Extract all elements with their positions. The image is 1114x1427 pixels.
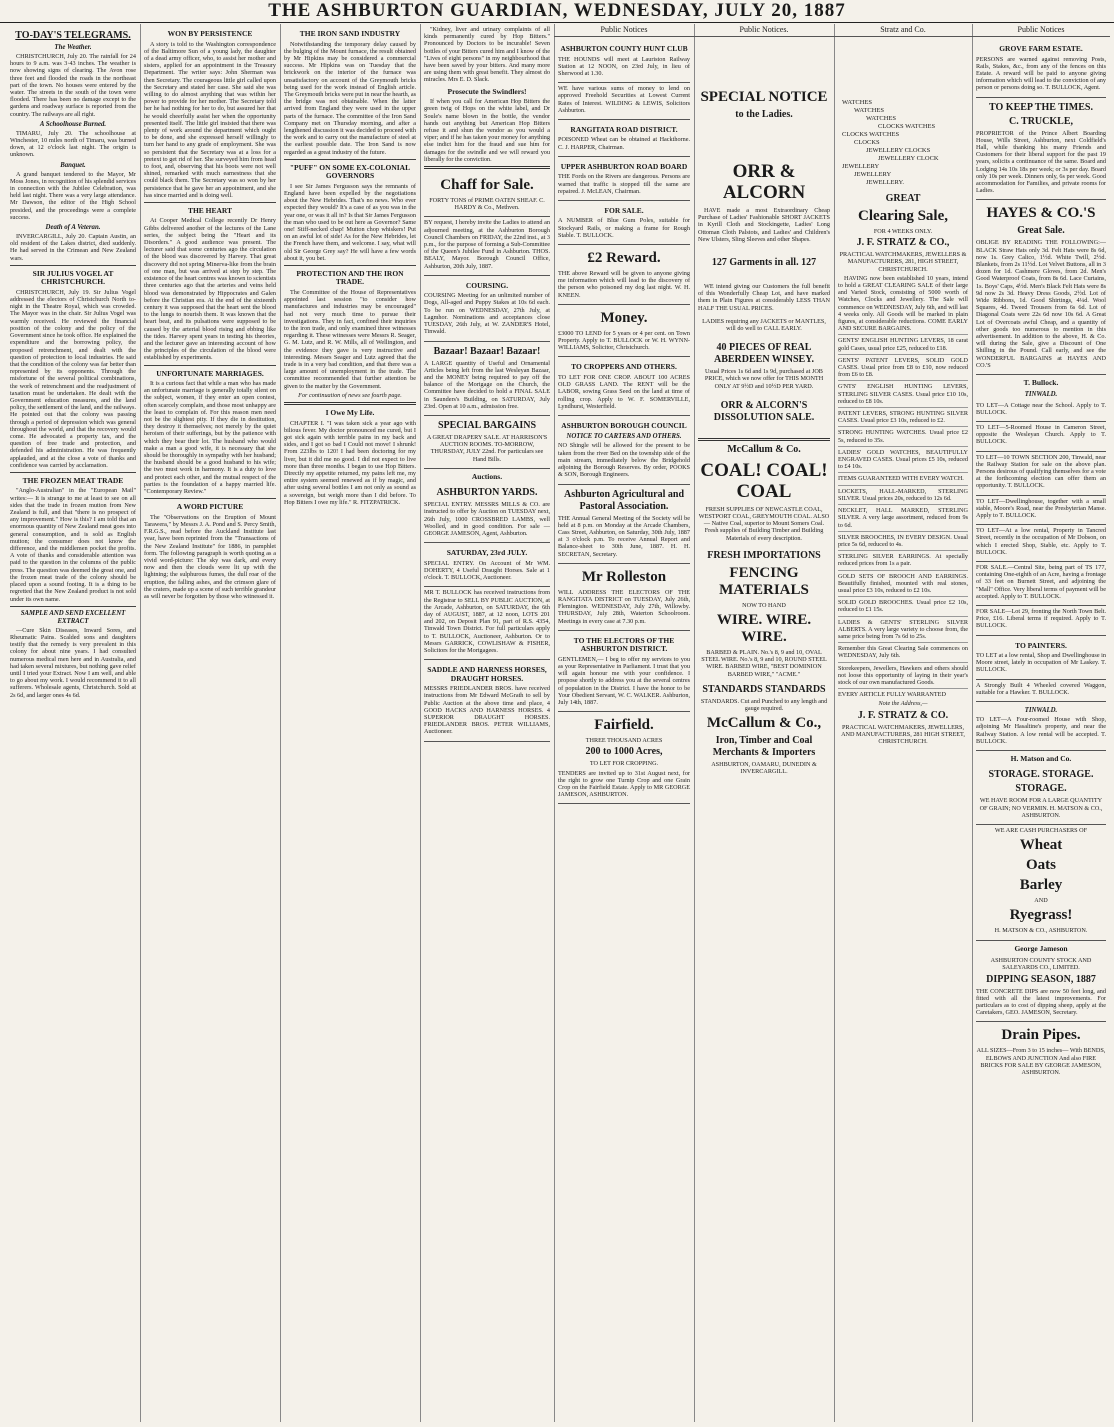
column-public-notices-5 [554,24,695,1422]
stratz-name-2: J. F. STRATZ & CO. [857,709,949,721]
divider [144,365,276,366]
walker-title: TO THE ELECTORS OF THE ASHBURTON DISTRICT. [573,635,675,654]
ad-borough-council [558,416,690,485]
article-heart: At Cooper Medical College recently Dr Henry Gibbs delivered another of the lectures of the Lane series, the subject being the "Heart and its Disorders." A good audience was present. The lecturer said that some centuries ago the circulation of the blood was discovered by Harvey. That great discovery did not spring Minerva-like from the brain of one man, but was arrived at step by step. The existence of the heart centres was known to scientists three centuries ago that the arteries and veins held blood was demonstrated by Hippocrates and Galen before the Christian era. At the end of the sixteenth century it was supposed that the heart sent the blood to the lungs to nourish them. It was known that the heart beat, and its pulsations were supposed to be caused by the arterial blood rising and ebbing like the tides. Harvey spent years in testing his theories, and the lecturer gave an interesting account of how the principles of the circulation of the blood were established by experiments. [144,217,276,362]
bullock-auction-body: MR T. BULLOCK has received instructions from the Registrar to SELL BY PUBLIC AUCTION, at the Arcade, Ashburton, on SATURDAY, the 6th day of AUGUST, 1887, at 12 noon, LOTS 201 and 202, on Deposit Plan 91, part of R.S. 4354, Tinwald Town District. For full particulars apply to T. BULLOCK, Auctioneer, Ashburton. Or to Messrs GARRICK, COWLISHAW & FISHER, Solicitors for the Mortgagees. [424,589,550,654]
stratz-item: GENTS' PATENT LEVERS, SOLID GOLD CASES. Usual price from £8 to £10, now reduced from £6 to £8. [838,354,968,379]
heading-schoolhouse: A Schoolhouse Burned. [39,120,107,128]
money-lend-body: WE have various sums of money to lend on approved Freehold Securities at Lowest Current Rates of Interest. WILDING & LEWIS, Solicitors Ashburton. [558,85,690,114]
let-8: TO LET—A Four-roomed House with Shop, adjoining Mr Hasaltine's property, and near the Railway Station. A low rental will be accepted. T. BULLOCK. [976,716,1106,745]
ad-agricultural [558,485,690,564]
fencing-materials: FENCING MATERIALS [719,564,809,598]
great-title: GREAT [885,193,921,204]
stratz-intro: HAVING now been established 10 years, intend to hold a GREAT CLEARING SALE of their large and Varied Stock, consisting of 5000 worth of Watches, Clocks and Jewellery. The Sale will commence on WEDNESDAY, July 6th, and will last 4 weeks only. All Goods will be marked in plain figures, at considerable reductions. COME EARLY AND SECURE BARGAINS. [838,274,968,333]
fresh-importations: FRESH IMPORTATIONS [707,549,821,561]
yards-body: SPECIAL ENTRY. MESSRS MILLS & CO. are instructed to offer by Auction on TUESDAY next, 26th July, 1000 CROSSBRED LAMBS, well Woolled, and in good condition. For sale — GEORGE JAMESON, Agent, Ashburton. [424,501,550,538]
coursing-title: COURSING. [465,280,509,290]
saddle-body: MESSRS FRIEDLANDER BROS. have received instructions from Mr Edward McGrath to sell by Public Auction at the above time and place, 4 GOOD HACKS AND HARNESS HORSES. 4 SUPERIOR DRAUGHT HORSES. FRIEDLANDER BROS. PETER WILLIAMS, Auctioneer. [424,685,550,736]
mccallum-name: McCallum & Co., [706,715,822,732]
let-1: TO LET—A Cottage near the School. Apply to T. BULLOCK. [976,401,1106,416]
ad-grove-farm [976,39,1106,98]
ad-waggon [976,680,1106,702]
tinwald-title: TINWALD. [1024,390,1058,398]
heading-unfortunate-marriages: UNFORTUNATE MARRIAGES. [156,368,264,378]
hunt-body: THE HOUNDS will meet at Lauriston Railway Station at 12 NOON, on 23rd July, in lieu of Sherwood at 1.30. [558,55,690,77]
ad-storage [976,765,1106,825]
saddle-title: SADDLE AND HARNESS HORSES, DRAUGHT HORSES. [427,665,547,683]
column-adverts-4 [420,24,555,1422]
croppers-title: TO CROPPERS AND OTHERS. [571,362,677,372]
article-vogel: CHRISTCHURCH, July 19. Sir Julius Vogel addressed the electors of Christchurch North to-night in the Theatre Royal, which was crowded. The Mayor was in the chair. Sir Julius Vogel was warmly received. He reviewed the financial position of the colony and the policy of the Government since he took office. He explained the expenditure and the borrowing policy, the proposed retrenchment, and dealt with the question of protection to local industries. He said that the condition of the colony was far better than represented by its opponents. Through the misfortune of the several political combinations, the work of retrenchment and the readjustment of taxation must be undertaken. He dealt with the Government education measures, and the land policy, the settlement of the land, and the railways. He pointed out that the colony was passing through a period of depression which was general throughout the world, and that the recovery would come. He advocated a property tax, and the question of free trade and protection, and defended his administration. He was frequently applauded, and at the close a vote of thanks and confidence was carried by acclamation. [10,288,136,469]
stratz-item: Storekeepers, Jewellers, Hawkers and others should not loose this opportunity of laying in their year's stock of our own manufactured Goods. [838,662,968,687]
ad-fairfield [558,712,690,804]
heading-won-by-persistence: WON BY PERSISTENCE [167,29,253,38]
grove-body: PERSONS are warned against removing Posts, Rails, Stakes, &c., from any of the fences on this Estate. A reward will be paid to anyone giving information which will lead to the conviction of any person or persons doing so. T. BULLOCK, Agent. [976,55,1106,92]
stratz-item: GENTS' ENGLISH HUNTING LEVERS, 18 carat gold Cases, usual price £25, reduced to £18. [838,334,968,351]
stratz-item: LOCKETS, HALL-MARKED, STERLING SILVER. Usual prices 20s, reduced to 12s 6d. [838,485,968,502]
article-weather: CHRISTCHURCH, July 20. The rainfall for 24 hours to 9 a.m. was 3·43 inches. The weather is now showing signs of clearing. The Avon rose three feet and flooded the roads in the northeast part of the town. No houses were entered by the water. The streets in the south of the town were flooded. There has been no damage except to the gardens and roadway surface is reported from the country. The railways are all right. [10,53,136,118]
grove-title: GROVE FARM ESTATE. [999,44,1083,53]
ad-hayes [976,200,1106,375]
rangitata-body: POISONED Wheat can be obtained at Hackthorne. C. J. HARPER, Chairman. [558,136,690,151]
ad-money [558,305,690,358]
watches-line: JEWELLERY CLOCK [878,155,939,162]
divider [424,166,550,169]
ladies-meeting-body: BY request, I hereby invite the Ladies to attend an adjourned meeting, at the Ashburton Borough Council Chambers on FRIDAY, the 22nd inst., at 3 p.m., for the purpose of forming a Sub-Committee of the Queen's Jubilee Fund in Ashburton. THOS. BEALY, Mayor. Borough Council Office, Ashburton, 20th July, 1887. [424,219,550,270]
truckle-body: PROPRIETOR of the Prince Albert Boarding House, Wills Street, Ashburton, next Coldfield's Hall, while thanking his many Friends and Customers for their liberal support for the past 19 years, solicits a continuance of the same. Board and Lodging 14s 10s 18s per week; or 3s per day. Board only 10s per week. Dinners only, 6s per week. Good accommodation for Families, and private rooms for Ladies. [976,129,1106,195]
article-protection: The Committee of the House of Representatives appointed last session "to consider how manufactures and industries may be encouraged" had not very much time to pursue their investigations. They in fact, confined their inquiries to the iron trade, and only examined three witnesses regarding it. These witnesses were Messrs R. Seager, G. M. Lutz, and R. W. Mills, all of Wellington, and the evidence they gave is very instructive and interesting. Messrs Seager and Lutz agreed that the trade is in a very bad condition, and that there was a large amount of unemployment in the trade. The committee recommended that further attention be given to the matter by the Government. [284,288,416,390]
rolleston-body: WILL ADDRESS THE ELECTORS OF THE RANGITATA DISTRICT on TUESDAY, July 26th, Flemington. WEDNESDAY, July 27th, Willowby. THURSDAY, July 28th, Waterton Schoolroom. Meetings in every case at 7.30 p.m. [558,588,690,625]
stratz-items [838,334,968,698]
council-subtitle: NOTICE TO CARTERS AND OTHERS. [566,433,682,441]
stratz-item: LADIES' GOLD WATCHES, BEAUTIFULLY ENGRAVED CASES. Usual prices £5 10s, reduced to £4 10s. [838,446,968,471]
ad-let-6 [976,562,1106,606]
column-public-notices-8 [972,24,1110,1422]
column-header: Public Notices. [694,24,834,37]
bullock-title: T. Bullock. [1023,378,1059,387]
heading-veteran: Death of A Veteran. [45,224,101,232]
fairfield-title: Fairfield. [594,717,654,734]
ad-coursing [424,276,550,342]
article-veteran: INVERCARGILL, July 20. Captain Austin, an old resident of the Lakes district, died suddenly. He had served in the Crimean and New Zealand wars. [10,233,136,262]
article-schoolhouse: TIMARU, July 20. The schoolhouse at Winchester, 10 miles north of Timaru, was burned down, at 12 o'clock last night. The origin is unknown. [10,129,136,159]
stratz-address: PRACTICAL WATCHMAKERS, JEWELLERS & MANUFACTURERS, 281, HIGH STREET, CHRISTCHURCH. [839,251,967,273]
council-body: NO Shingle will be allowed for the present to be taken from the river Bed on the township side of the main stream, immediately below the Bridgehold adjoining the Borough Reserves. By order, POOKS & SON, Borough Engineers. [558,442,690,479]
for-sale-title: FOR SALE. [604,205,644,215]
wire-title: WIRE. WIRE. WIRE. [716,612,812,646]
hayes-body: OBLIGE BY READING THE FOLLOWING:— BLACK Straw Hats only 3d. Felt Hats were 8s 6d, now 1s. Grey Calico, 1½d. White Twill, 2½d. Blankets, from 2s 11½d. Lot Velvet Buttons, all in 3 dozen for 1d. Cashmere Gloves, from 2d. Men's Good Waterproof Coats, from 8s 6d. Lace Curtains, 1s. Boys' Caps, 4½d. Men's Black Felt Hats were 8s 9d now 2s 3d. Heavy Dress Goods, 2½d. Lot of Wide Ribbons, 1d. Good Shirtings, 4¼d. Wool Squares, 4d. Tweed Trousers from 6s 6d. Lot of Diagonal Coats were 22s 6d now 10s 6d. A Great Lot of Overcoats awful Cheap, and a quantity of other goods too numerous to mention in this advertisement. In addition to the above, H. & Co. will during the Sale, give a Discount of One Shilling in the Pound. Call early, and see the WONDERFUL BARGAINS at HAYES AND CO.'S [976,239,1106,369]
walker-body: GENTLEMEN,— I beg to offer my services to you as your Representative in Parliament. I trust that you will again honour me with your confidence. I propose shortly to address you at the several centres of population in the District. I have the honor to be Your Obedient Servant, W. C. WALKER. Ashburton, July 14th, 1887. [558,655,690,706]
saturday-title: SATURDAY, 23rd JULY. [446,548,528,558]
section-title-telegrams: TO-DAY'S TELEGRAMS. [15,30,131,41]
storage-title: STORAGE. STORAGE. [988,769,1094,781]
ad-dipping [976,955,1106,1022]
let-2: TO LET—5-Roomed House in Cameron Street, opposite the Wesleyan Church. Apply to T. BULLOCK. [976,423,1106,446]
oats: Oats [1026,857,1056,874]
ad-let-3 [976,452,1106,496]
watches-line: JEWELLERY CLOCKS [866,147,931,154]
watches-line: WATCHES [842,99,872,106]
ad-bazaar [424,342,550,416]
tinwald-title-2: TINWALD. [1024,707,1058,715]
stratz-item: GOLD SETS OF BROOCH AND EARRINGS. Beautifully finished, mounted with real stones, usual price £3 10s, reduced to £2 10s. [838,570,968,595]
winsey-title: 40 PIECES OF REAL ABERDEEN WINSEY. [713,342,815,366]
special-bargains-body: A GREAT DRAPERY SALE. AT HARRISON'S AUCTION ROOMS. TO-MORROW, THURSDAY, JULY 22nd. For particulars see Hand Bills. [426,433,548,463]
divider [284,265,416,266]
note-address: Note the Address,— [878,700,928,708]
chaff-title: Chaff for Sale. [440,176,534,193]
ad-saturday-sale [424,543,550,587]
money-title: Money. [600,309,648,326]
heading-swindlers: Prosecute the Swindlers! [447,86,527,96]
ryegrass: Ryegrass! [1009,907,1073,924]
garments-count: 127 Garments in all. 127 [711,257,817,269]
coursing-body: COURSING Meeting for an unlimited number of Dogs, All-aged and Puppy Stakes at 10s 6d each. To be run on WEDNESDAY, 27th July, at Lagmhor. Nominations and acceptances close TUESDAY, 26th July, at W. ZANDER'S Hotel, Tinwald. [424,292,550,336]
ad-rangitata [558,120,690,157]
divider [10,265,136,266]
masthead: THE ASHBURTON GUARDIAN, WEDNESDAY, JULY 20, 1887 [0,0,1114,23]
let-3: TO LET—10 TOWN SECTION 200, Tinwald, near the Railway Station for sale on the above plan. Persons desirous of qualifying themselves for a vote at the forthcoming election can offer them an opportunity. T. BULLOCK. [976,453,1106,490]
watches-line: CLOCKS [854,139,880,146]
truckle-name: C. TRUCKLE, [1009,115,1073,127]
column-header: Public Notices [972,24,1110,37]
heading-weather: The Weather. [54,44,92,51]
let-5: TO LET—At a low rental, Property in Tancred Street, recently in the occupation of Mr Dobson, on which I erected Shop, Stable, etc. Apply to T. BULLOCK. [976,527,1106,556]
standards-title: STANDARDS STANDARDS [702,683,826,695]
dipping-title: DIPPING SEASON, 1887 [986,973,1096,985]
stratz-item: ITEMS GUARANTEED WITH EVERY WATCH. [838,472,968,482]
stratz-item: EVERY ARTICLE FULLY WARRANTED [838,688,968,698]
coal-body: FRESH SUPPLIES OF NEWCASTLE COAL, WESTPORT COAL, GREYMOUTH COAL. ALSO— Native Coal, superior to Mount Somers Coal. Fresh supplies of Building Timber and Building Materials of every description. [698,505,830,542]
ad-rolleston [558,564,690,631]
heading-word-picture: A WORD PICTURE [176,502,244,512]
orr-alcorn-body: HAVE made a most Extraordinary Cheap Purchase of Ladies' Fashionable SHORT JACKETS in Kyrill Cloth and Stockingette, Ladies' Long Ottoman Cloth Palstots, and Ladies' and Children's New Ulsters, Sling Sleeves and other Shapes. [698,207,830,243]
heading-frozen-meat: THE FROZEN MEAT TRADE [22,475,124,485]
rolleston-title: Mr Rolleston [581,568,667,585]
watches-line: WATCHES [854,107,884,114]
article-iron-sand: Notwithstanding the temporary delay caused by the bulging of the Mount furnace, the result obtained by Mr Hipkins may be considered a commercial success. Mr Hipkins was on Tuesday that the brickwork on the interior of the furnace was unsatisfactory on account of the Greymouth bricks being used for the work instead of English article. The Greymouth bricks were put in near the hearth, as the bridge was not obtainable. When the latter arrived from England they were used in the upper parts of the furnace. The committee of the Iron Sand Company met on Thursday morning, and after a lengthened discussion it was decided to proceed with the work and to carry out the manufacture of steel at the earliest possible date. The Iron Sand is now regarded as a great industry of the future. [284,40,416,156]
column-orr-alcorn [694,24,835,1422]
ad-truckle [976,98,1106,201]
special-notice-subtitle: to the Ladies. [735,109,793,120]
reward-title: £2 Reward. [587,250,661,267]
ad-special-bargains [424,416,550,469]
cash-purchasers: WE ARE CASH PURCHASERS OF [994,827,1088,835]
yards-title: ASHBURTON YARDS. [436,487,538,499]
article-owe-my-life: CHAPTER I. "I was taken sick a year ago with bilious fever. My doctor pronounced me cured, but I got sick again with terrible pains in my back and sides, and I got so bad I Could not move! I shrunk! From 223lbs to 120! I had been doctoring for my liver, but it did me no good. I did not expect to live more than three months. I began to use Hop Bitters. Directly my appetite returned, my pains left me, my entire system seemed renewed as if by magic, and after using several bottles I am not only as sound as a sovereign, but weigh more than I did before. To Hop Bitters I owe my life." R. FITZPATRICK. [284,419,416,506]
article-won-by-persistence: A story is told to the Washington correspondence of the Baltimore Sun of a young lady, the daughter of a dead army officer, who, to assist her mother and sisters, applied for an appointment in the Treasury Department. The writer says: John Sherman was then Secretary. The courageous little girl called upon the Secretary and stated her case. She said she was willing to do almost anything that was within her power to provide for her mother. The Secretary told her he had nothing for her to do, but assured her that he would cheerfully assist her when the opportunity presented itself. The little girl insisted that there was plenty of work around the department which ought to be done, and she expressed herself willingly to turn her hand to any grade of employment. She was so persistent that the Secretary was at a loss for a pretext to get rid of her. She surveyed him from head to foot, and, observing that his boots were not well shined, remarked with much earnestness that she could black them. The Secretary was so won by her persistence that he gave her an appointment, and she has since married and is doing well. [144,40,276,199]
croppers-body: TO LET FOR ONE CROP. ABOUT 100 ACRES OLD GRASS LAND. The RENT will be the LABOR, sowing Grass Seed on the land at time of rolling crop. Apply to W. F. SOMERVILLE, Lyndhurst, Westerfield. [558,373,690,410]
heading-puff: "PUFF" ON SOME EX-COLONIAL GOVERNORS [289,162,411,181]
ad-grain-purchase [976,825,1106,941]
ad-let-1 [976,400,1106,422]
watches-list [838,99,968,187]
clearing-sale-title: Clearing Sale, [858,208,948,224]
article-puff: I see Sir James Fergusson says the remnants of England have been expelled by the negotiations about the New Hebrides. That's no news. Who ever expected they would? It's a case of as you was in the year one, or was it all in? Is that Sir James Fergusson the man who used to be out here as Governor? Same one! Stiff-necked chap! Mutton chop whiskers! Put on an awful lot of side! As for the New Hebrides, let the French have them, and welcome. I say, what will old Sir George Grey say? He will have a few words about it, you bet. [284,182,416,262]
orr-alcorn-body2: WE intend giving our Customers the full benefit of this Wonderfully Cheap Lot, and have marked them in Plain Figures at considerably LESS THAN HALF THE USUAL PRICES. [698,283,830,312]
heading-owe-my-life: I Owe My Life. [325,408,375,418]
continuation-note: For continuation of news see fourth page. [298,391,402,399]
stratz-item: SILVER BROOCHES, IN EVERY DESIGN. Usual price 5s 6d, reduced to 4s. [838,531,968,548]
ad-for-sale [558,201,690,245]
fairfield-line2: 200 to 1000 Acres, [585,746,663,758]
dipping-body: THE CONCRETE DIPS are now 50 feet long, and fitted with all the latest improvements. For particulars as to cost of dipping sheep, apply at the Caretakers, GEO. JAMESON, Secretary. [976,987,1106,1017]
column-stratz [834,24,973,1422]
divider [698,438,830,441]
upper-body: THE Fords on the Rivers are dangerous. Persons are warned that traffic is stopped till the same are repaired. J. McLEAN, Chairman. [558,173,690,195]
ad-chaff [424,172,550,217]
matson-title: H. Matson and Co. [1010,753,1072,763]
hayes-title: HAYES & CO.'S [986,205,1096,222]
wire-body: BARBED & PLAIN. No.'s 8, 9 and 10, OVAL STEEL WIRE. No.'s 8, 9 and 10, ROUND STEEL WIRE. BARBED WIRE, "BEST DOMINION BARBED WIRE," "ACME." [701,649,827,678]
stratz-item: NECKLET, HALL MARKED, STERLING SILVER. A very large assortment, reduced from 9s to 6d. [838,504,968,529]
stratz-item: PATENT LEVERS, STRONG HUNTING SILVER CASES. Usual price £3 10s, reduced to £2. [838,407,968,424]
watches-line: CLOCKS WATCHES [842,131,900,138]
ad-painters [976,636,1106,680]
stratz-item: STRONG HUNTING WATCHES. Usual price £2 5s, reduced to 35s. [838,426,968,443]
painters-body: TO LET at a low rental, Shop and Dwellinghouse in Moore street, lately in occupation of Mr Laskey. T. BULLOCK. [976,652,1106,674]
stratz-item: LADIES & GENTS' STERLING SILVER ALBERTS. A very large variety to choose from, the same price being from 7s 6d to 25s. [838,616,968,641]
saturday-body: SPECIAL ENTRY. On Account of Mr WM. DOHERTY, 4 Useful Draught Horses. Sale at 1 o'clock. T. BULLOCK, Auctioneer. [424,559,550,582]
article-unfortunate-marriages: It is a curious fact that while a man who has made an unfortunate marriage is generally totally silent on the subject, women, if they enter an open contest, often scarcely complain, and those most unhappy are the least to complain of. For this reason men need not be the slightest pity. If they die in destitution, they destroy it themselves; not merely by the quiet heroism of their sufferings, but by the patience with which they bear their lot. The husband who would make a man a good wife, it is necessary that she should be thoroughly in sympathy with her husband; the husband should be a good husband to his wife; the two must work in harmony. It is a duty to love and protect each other, and the mutual respect of the parties is the foundation of a happy married life. "Contemporary Review." [144,380,276,496]
stratz-item: SOLID GOLD BROOCHES. Usual price £2 10s, reduced to £1 15s. [838,596,968,613]
divider [284,402,416,405]
winsey-body: Usual Prices 1s 6d and 1s 9d, purchased at JOB PRICE, which we now offer for THIS MONTH ONLY AT 9½D and 10½D PER YARD. [704,368,824,390]
bazaar-title: Bazaar! Bazaar! Bazaar! [433,345,541,357]
ad-let-7 [976,606,1106,636]
jameson-title: George Jameson [1014,943,1068,953]
ad-reward [558,245,690,305]
painters-title: TO PAINTERS. [1015,640,1067,650]
divider [144,498,276,499]
article-word-picture: The "Observations on the Eruption of Mount Tarawera," by Messrs J. A. Pond and S. Percy Smith, F.R.G.S., read before the Auckland Institute last year, have been reprinted from the "Transactions of the New Zealand Institute" for 1886, in pamphlet form. The following paragraph is worth quoting as a vivid word-picture: The sky was dark, and every now and then the clouds were lit up with the lightning; the sulphurous fumes, the dull roar of the eruption, the falling ashes, and the crimson glare of the craters, made up a scene of such terrible grandeur as will never be forgotten by those who witnessed it. [144,513,276,601]
dissolution-sale: ORR & ALCORN'S DISSOLUTION SALE. [713,399,815,423]
ad-bullock-auction [424,587,550,660]
heading-heart: THE HEART [187,205,233,215]
hop-bitters-testimonial: "Kidney, liver and urinary complaints of all kinds permanently cured by Hop Bitters." Pronounced by Doctors to be incurable! Seven bottles of your Bitters cured him and I know of the "Lives of eight persons" in my neighbourhood that have been saved by your bitters. And many more are using them with great benefit. They almost do miracles. Mrs E. D. Slack. [424,26,550,84]
divider [144,202,276,203]
reward-body: THE above Reward will be given to anyone giving me information which will lead to the discovery of the person who poisoned my dog last night. W. H. KNEEN. [558,270,690,299]
ad-hunt-club [558,39,690,83]
storage-body: WE HAVE ROOM FOR A LARGE QUANTITY OF GRAIN; NO VERMIN. H. MATSON & CO., ASHBURTON. [979,797,1103,819]
ad-tinwald-house [976,702,1106,751]
agricultural-body: THE Annual General Meeting of the Society will be held at 8 p.m. on Monday at the Arcade Chambers, Cass Street, Ashburton, on Saturday, 30th July, 1887 at 3 o'clock p.m. To receive Annual Report and Balance-sheet to 30th June, 1887. H. H. SECRETAN, Secretary. [558,514,690,558]
let-7: FOR SALE—Lot 29, fronting the North Town Belt. Price, £16. Liberal terms if required. Apply to T. BULLOCK. [976,607,1106,630]
stratz-item: G'NTS' ENGLISH HUNTING LEVERS, STERLING SILVER CASES. Usual price £10 10s, reduced to £8 10s. [838,380,968,405]
heading-extract-ad: SAMPLE AND SEND EXCELLENT EXTRACT [20,609,126,625]
money-body: £3000 TO LEND for 5 years or 4 per cent. on Town Property. Apply to T. BULLOCK or W. H. WYNN-WILLIAMS, Solicitor, Christchurch. [558,329,690,352]
ad-ladies-meeting [424,217,550,275]
mccallum-title: McCallum & Co. [727,443,801,455]
agricultural-title: Ashburton Agricultural and Pastoral Association. [563,488,685,512]
columns [6,24,1110,1422]
stratz-name: J. F. STRATZ & CO., [856,237,950,249]
drain-title: Drain Pipes. [1001,1027,1081,1044]
heading-iron-sand: THE IRON SAND INDUSTRY [299,29,401,38]
ad-let-4 [976,496,1106,526]
wheat: Wheat [1019,837,1063,854]
for-sale-body: A NUMBER of Blue Gum Poles, suitable for Stockyard Rails, or making a frame for Rough Stable. T. BULLOCK. [558,217,690,239]
hunt-title: ASHBURTON COUNTY HUNT CLUB [560,44,688,53]
ad-let-2 [976,422,1106,452]
special-bargains-title: SPECIAL BARGAINS [437,419,537,431]
watches-line: JEWELLERY [842,163,880,170]
let-6: FOR SALE.—Central Site, being part of TS 177, containing One-eighth of an Acre, having a frontage of 33 feet on Burnett Street, and adjoining the "Mall" Office. Very liberal terms of payment will be accepted. Apply to T. BULLOCK. [976,563,1106,600]
watches-line: WATCHES [866,115,896,122]
fairfield-body: TENDERS are invited up to 31st August next, for the right to grow one Turnip Crop and one Grain Crop on the Fairfield Estate. Apply to MR GEORGE JAMESON, ASHBURTON. [558,769,690,799]
storage-title-2: STORAGE. [1015,783,1067,795]
ad-croppers [558,357,690,416]
ad-money-lend [558,83,690,120]
upper-title: UPPER ASHBURTON ROAD BOARD [560,161,688,171]
article-frozen-meat: "Anglo-Australian" in the "European Mail" writes:— It is strange to me at least to see on all sides that the trade in frozen mutton from New Zealand is full, and that "there is no prospect of any improvement." How is this? I am told that an enormous quantity of New Zealand meat goes into general consumption, and is sold as English mutton; the consumer does not know the difference, and the middlemen pocket the profits. A vote of thanks and considerable attention was paid to the question in the columns of the public press. The question was deemed the great one, and the frozen meat trade of the colony should be placed upon a sound footing. It is a thing to be regretted that the New Zealand product is not sold under its own name. [10,487,136,603]
bazaar-body: A LARGE quantity of Useful and Ornamental Articles being left from the last Wesleyan Bazaar, and the MONEY being required to pay off the balance of the Mortgage on the Church, the Committee have decided to hold a FINAL SALE in Saunders's Building, on SATURDAY, July 23rd. Open at 10 a.m., admission free. [424,359,550,410]
now-to-hand: NOW TO HAND [742,601,786,609]
barley: Barley [1019,877,1063,894]
heading-banquet: Banquet. [60,161,86,169]
council-title: ASHBURTON BOROUGH COUNCIL [561,420,687,430]
column-articles-3 [280,24,421,1422]
fairfield-line3: TO LET FOR CROPPING. [589,760,659,768]
divider [10,606,136,607]
divider [284,159,416,160]
divider [10,472,136,473]
ladies-note: LADIES requiring any JACKETS or MANTLES, will do well to CALL EARLY. [702,317,826,333]
watches-line: JEWELLERY. [866,179,904,186]
watches-line: JEWELLERY [854,171,892,178]
special-notice-title: SPECIAL NOTICE [700,89,828,105]
heading-protection: PROTECTION AND THE IRON TRADE. [296,268,404,287]
let-4: TO LET—Dwellinghouse, together with a small stable, Moore's Road, near the Presbyterian Manse. Apply to T. BULLOCK. [976,497,1106,519]
stratz-address-2: PRACTICAL WATCHMAKERS, JEWELLERS, AND MANUFACTURERS, 281 HIGH STREET, CHRISTCHURCH. [841,723,965,745]
matson-address: H. MATSON & CO., ASHBURTON. [994,927,1088,935]
merchants-title: Iron, Timber and Coal Merchants & Importers [712,735,816,759]
coal-title: COAL! COAL! COAL [700,459,828,502]
article-banquet: A grand banquet tendered to the Mayor, Mr Moss Jones, in recognition of his splendid services in connection with the Jubilee Celebration, was held last night. There was a very large attendance. Mr Dawson, the editor of the High School presided, and the proceedings were a complete success. [10,170,136,221]
and-word: AND [1034,897,1048,905]
column-articles-2 [140,24,281,1422]
standards-body: STANDARDS. Cut and Punched to any length and gauge required. [700,697,828,713]
rangitata-title: RANGITATA ROAD DISTRICT. [570,124,678,134]
ad-walker [558,631,690,712]
heading-vogel: SIR JULIUS VOGEL AT CHRISTCHURCH. [32,268,114,287]
ad-upper-ashburton [558,157,690,201]
stratz-item: Remember this Great Clearing Sale commences on WEDNESDAY, July 6th. [838,642,968,659]
ad-ashburton-yards [424,483,550,543]
waggon-body: A Strongly Built 4 Wheeled covered Waggon, suitable for a Hawker. T. BULLOCK. [976,681,1106,696]
auctions-title: Auctions. [471,471,503,481]
ad-saddle-horses [424,660,550,741]
extract-ad: —Cure Skin Diseases, Inward Sores, and Rheumatic Pains. Scalded sons and daughters testify that the remedy is very prevalent in this colony for about nine years. I had consulted numerous medical men here and in Australia, and had taken several mixtures, but nothing gave relief until I tried your Extract. Now I am well, and able to go about my work. I would recommend it to all sufferers. Wholesale agents, Christchurch. Sold at 2s 6d, and larger ones 4s 6d. [10,626,136,699]
mccallum-places: ASHBURTON, OAMARU, DUNEDIN & INVERCARGILL. [711,761,817,776]
stratz-item: STERLING SILVER EARRINGS. At specially reduced prices from 1s a pair. [838,550,968,567]
saleyards-name: ASHBURTON COUNTY STOCK AND SALEYARDS CO., LIMITED. [990,957,1092,972]
watches-line: CLOCKS WATCHES [878,123,936,130]
orr-alcorn-title: ORR & ALCORN [722,161,806,203]
drain-body: ALL SIZES—From 3 to 15 inches— With BENDS, ELBOWS AND JUNCTION And also FIRE BRICKS FOR SALE BY GEORGE JAMESON, ASHBURTON. [976,1047,1106,1076]
hop-bitters-warning: If when you call for American Hop Bitters the green twig of Hops on the white label, and Dr Soule's name blown in the bottle, the vendor hands out anything but American Hop Bitters refuse it and shun the vendor as you would a viper; and if he has taken your money for anything else indict him for the fraud and sue him for damages for the swindle and we will reward you liberally for the conviction. [424,98,550,163]
ad-drain-pipes [976,1022,1106,1081]
column-telegrams [6,24,141,1422]
hayes-subtitle: Great Sale. [1017,225,1065,237]
fairfield-line1: THREE THOUSAND ACRES [585,737,663,745]
chaff-body: FORTY TONS of PRIME OATEN SHEAF. C. HARDY & Co., Methven. [429,196,545,212]
weeks-note: FOR 4 WEEKS ONLY. [873,228,933,235]
column-header: Public Notices [554,24,694,37]
keep-times: TO KEEP THE TIMES. [989,101,1093,113]
ad-let-5 [976,525,1106,562]
column-header: Stratz and Co. [834,24,972,37]
